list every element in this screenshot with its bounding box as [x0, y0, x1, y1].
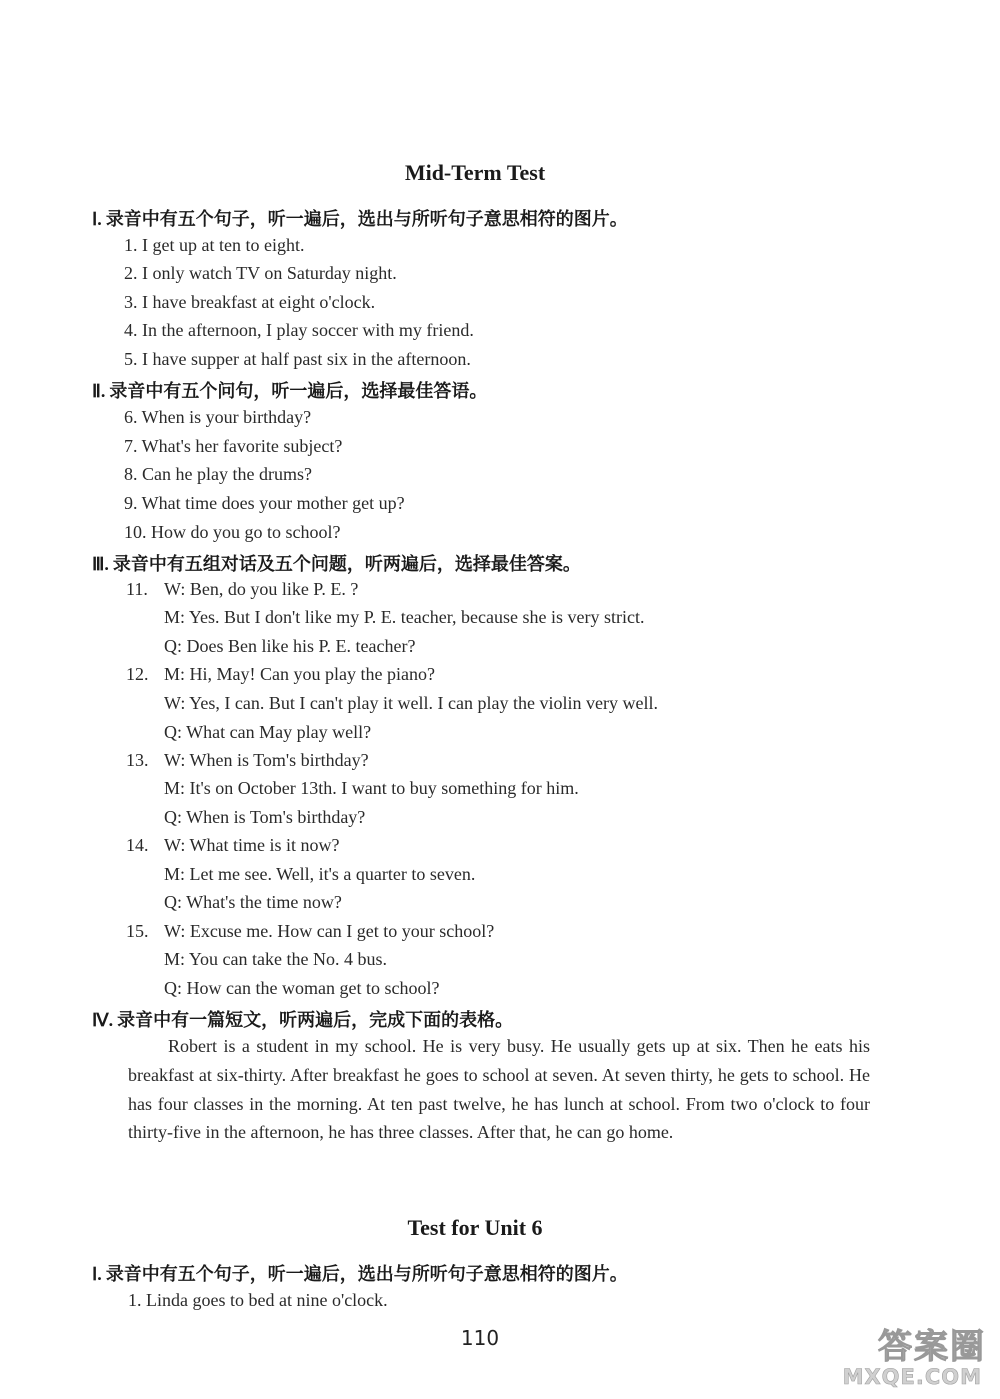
list-item: 4. In the afternoon, I play soccer with my friend. — [124, 320, 474, 340]
section-instruction: 录音中有五个句子，听一遍后，选出与所听句子意思相符的图片。 — [105, 209, 628, 230]
section-number: Ⅱ. — [92, 381, 106, 401]
dialog-line: Q: Does Ben like his P. E. teacher? — [164, 636, 416, 656]
list-item: 3. I have breakfast at eight o'clock. — [124, 292, 376, 312]
section-number: Ⅰ. — [92, 209, 102, 229]
dialog-line: Q: What's the time now? — [164, 892, 342, 912]
test-title-midterm: Mid-Term Test — [404, 160, 546, 185]
list-item: 2. I only watch TV on Saturday night. — [124, 263, 397, 283]
list-item: 7. What's her favorite subject? — [124, 436, 343, 456]
dialog-line: W: Ben, do you like P. E. ? — [164, 579, 359, 599]
section-instruction: 录音中有五个句子，听一遍后，选出与所听句子意思相符的图片。 — [105, 1264, 628, 1285]
section-heading-3 — [92, 550, 581, 576]
section-instruction: 录音中有五组对话及五个问题，听两遍后，选择最佳答案。 — [112, 554, 581, 575]
dialog-line: M: Hi, May! Can you play the piano? — [164, 664, 435, 684]
dialog-number: 13. — [126, 750, 149, 770]
dialog-line: W: What time is it now? — [164, 835, 340, 855]
dialog-number: 14. — [126, 835, 149, 855]
dialog-line: M: You can take the No. 4 bus. — [164, 949, 387, 969]
dialog-line: M: It's on October 13th. I want to buy something for him. — [164, 778, 579, 798]
dialog-number: 12. — [126, 664, 149, 684]
section-number: Ⅲ. — [92, 554, 109, 574]
page-number: 110 — [460, 1326, 500, 1350]
list-item: 8. Can he play the drums? — [124, 464, 312, 484]
dialog-line: Q: When is Tom's birthday? — [164, 807, 366, 827]
section-number: Ⅰ. — [92, 1264, 102, 1284]
dialog-line: M: Let me see. Well, it's a quarter to seven. — [164, 864, 476, 884]
list-item: 6. When is your birthday? — [124, 407, 312, 427]
list-item: 1. Linda goes to bed at nine o'clock. — [128, 1290, 388, 1310]
dialog-line: M: Yes. But I don't like my P. E. teacher, because she is very strict. — [164, 607, 645, 627]
list-item: 9. What time does your mother get up? — [124, 493, 405, 513]
listening-passage: Robert is a student in my school. He is very busy. He usually gets up at six. Then he eats his breakfast at six-thirty. After breakfast he goes to school at seven. At seven thirty, he gets to school. He has four classes in the morning. At ten past twelve, he has lunch at school. From two o'clock to four thirty-five in the afternoon, he has three classes. After that, he can go home. — [128, 1036, 870, 1143]
section-heading-unit6-1 — [92, 1260, 628, 1286]
dialog-line: Q: How can the woman get to school? — [164, 978, 440, 998]
watermark-en: MXQE.COM — [842, 1365, 982, 1389]
dialog-number: 11. — [126, 579, 148, 599]
section-number: Ⅳ. — [92, 1010, 114, 1030]
section-instruction: 录音中有五个问句，听一遍后，选择最佳答语。 — [109, 381, 488, 402]
section-heading-4 — [92, 1006, 513, 1032]
list-item: 10. How do you go to school? — [124, 522, 341, 542]
dialog-line: W: Excuse me. How can I get to your school? — [164, 921, 495, 941]
section-instruction: 录音中有一篇短文，听两遍后，完成下面的表格。 — [117, 1010, 514, 1031]
dialog-number: 15. — [126, 921, 149, 941]
section-heading-2 — [92, 377, 487, 403]
list-item: 1. I get up at ten to eight. — [124, 235, 305, 255]
dialog-line: Q: What can May play well? — [164, 722, 372, 742]
dialog-line: W: Yes, I can. But I can't play it well. I can play the violin very well. — [164, 693, 658, 713]
test-title-unit6: Test for Unit 6 — [407, 1215, 543, 1240]
section-heading-1 — [92, 205, 628, 231]
dialog-line: W: When is Tom's birthday? — [164, 750, 369, 770]
list-item: 5. I have supper at half past six in the afternoon. — [124, 349, 471, 369]
watermark-logo — [821, 1319, 986, 1389]
watermark-cn: 答案圈 — [878, 1327, 986, 1367]
